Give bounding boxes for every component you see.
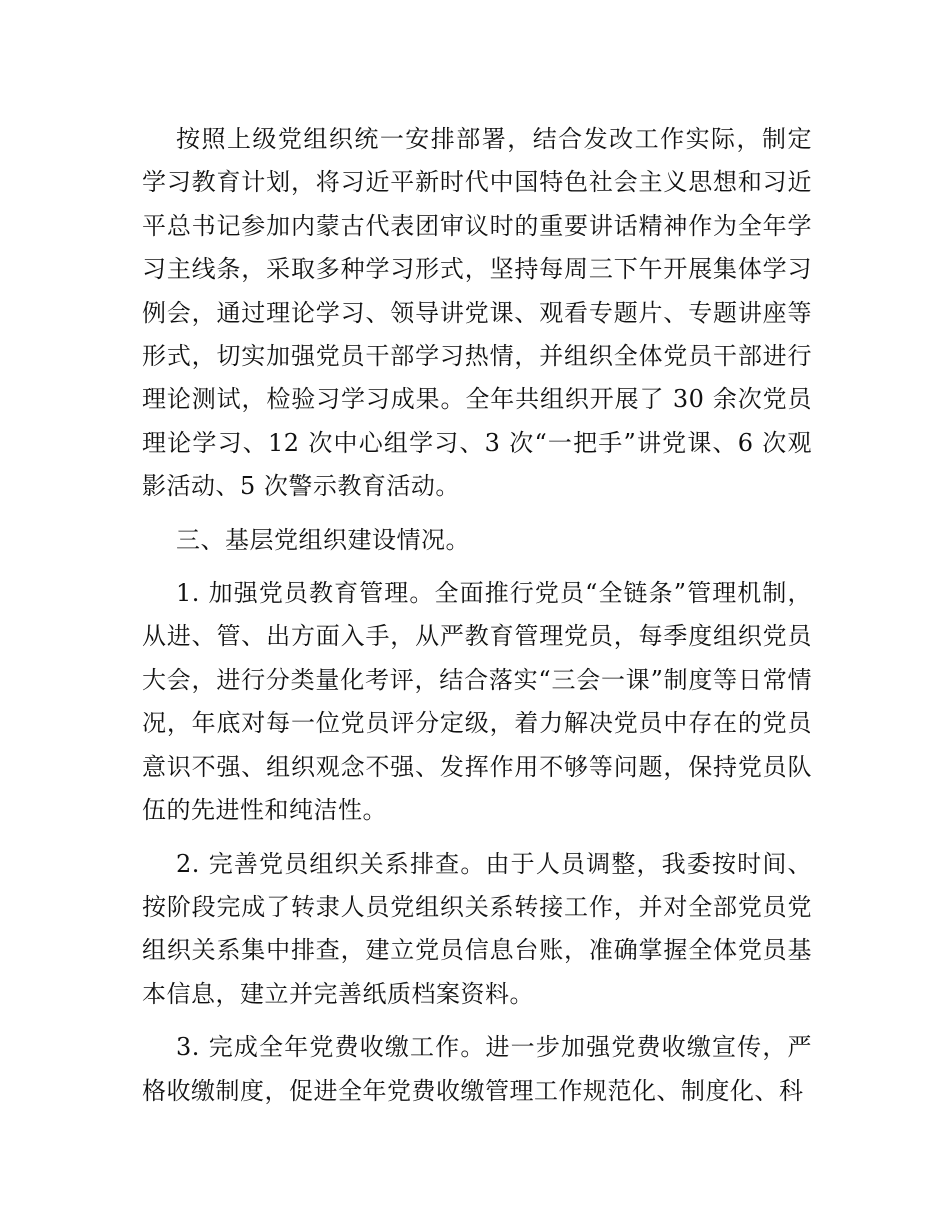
- section-heading-grassroots: 三、基层党组织建设情况。: [176, 525, 470, 554]
- paragraph-relationship-check: 2. 完善党员组织关系排查。由于人员调整，我委按时间、按阶段完成了转隶人员党组织关系转接工作，并对全部党员党组织关系集中排查，建立党员信息台账，准确掌握全体党员基本信息，建立并完善纸质档案资料。: [142, 849, 812, 1008]
- paragraph-party-dues: 3. 完成全年党费收缴工作。进一步加强党费收缴宣传，严格收缴制度，促进全年党费收缴管理工作规范化、制度化、科: [142, 1033, 812, 1105]
- document-body: [142, 118, 812, 1123]
- paragraph-member-education: 1. 加强党员教育管理。全面推行党员“全链条”管理机制，从进、管、出方面入手，从严教育管理党员，每季度组织党员大会，进行分类量化考评，结合落实“三会一课”制度等日常情况，年底对每一位党员评分定级，着力解决党员中存在的党员意识不强、组织观念不强、发挥作用不够等问题，保持党员队伍的先进性和纯洁性。: [142, 579, 812, 825]
- paragraph-study-plan: 按照上级党组织统一安排部署，结合发改工作实际，制定学习教育计划，将习近平新时代中国特色社会主义思想和习近平总书记参加内蒙古代表团审议时的重要讲话精神作为全年学习主线条，采取多种学习形式，坚持每周三下午开展集体学习例会，通过理论学习、领导讲党课、观看专题片、专题讲座等形式，切实加强党员干部学习热情，并组织全体党员干部进行理论测试，检验习学习成果。全年共组织开展了 30 余次党员理论学习、12 次中心组学习、3 次“一把手”讲党课、6 次观影活动、5 次警示教育活动。: [142, 125, 812, 501]
